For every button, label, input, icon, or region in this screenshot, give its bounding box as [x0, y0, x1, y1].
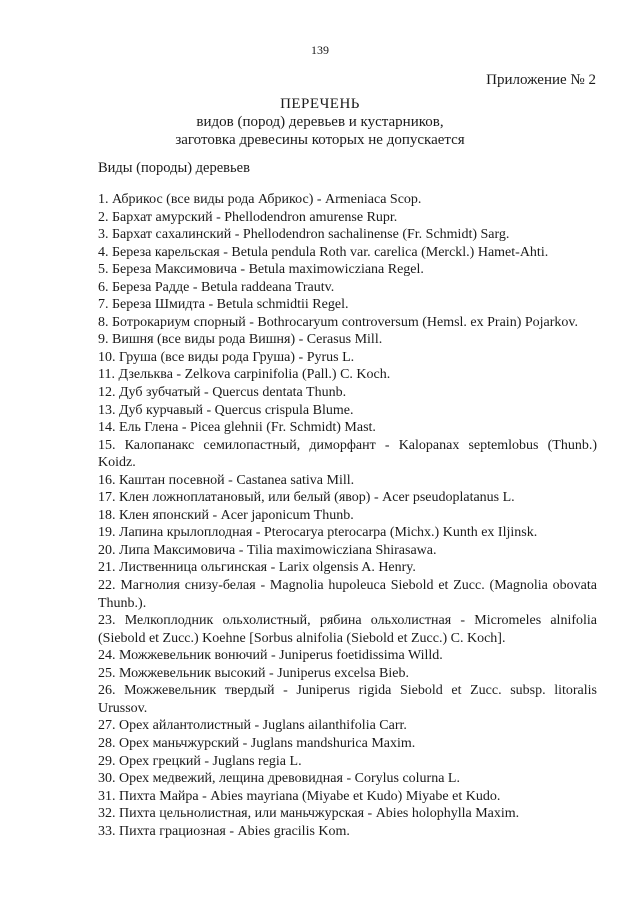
species-list-item: 13. Дуб курчавый - Quercus crispula Blume. — [98, 402, 354, 418]
species-list-item: 16. Каштан посевной - Castanea sativa Mill. — [98, 472, 355, 488]
species-list-item: 28. Орех маньчжурский - Juglans mandshurica Maxim. — [98, 735, 416, 751]
species-list-item: 14. Ель Глена - Picea glehnii (Fr. Schmidt) Mast. — [98, 420, 376, 436]
species-list-item: 21. Лиственница ольгинская - Larix olgensis A. Henry. — [98, 560, 416, 576]
species-list-item: 17. Клен ложноплатановый, или белый (явор) - Acer pseudoplatanus L. — [98, 490, 515, 506]
species-list-item: 23. Мелкоплодник ольхолистный, рябина ольхолистная - Micromeles alnifolia (Siebold et Zucc.) Koehne [Sorbus alnifolia (Siebold et Zucc.) C. Koch]. — [98, 613, 597, 646]
species-list-item: 33. Пихта грациозная - Abies gracilis Kom. — [98, 823, 350, 839]
species-list-item: 8. Ботрокариум спорный - Bothrocaryum controversum (Hemsl. ex Prain) Pojarkov. — [98, 314, 579, 330]
species-list-item: 11. Дзельква - Zelkova carpinifolia (Pall.) C. Koch. — [98, 367, 391, 383]
species-list — [98, 191, 597, 840]
species-list-item: 5. Береза Максимовича - Betula maximowicziana Regel. — [98, 262, 424, 278]
document-subtitle-line-1: видов (пород) деревьев и кустарников, — [196, 114, 444, 130]
page-number: 139 — [311, 43, 329, 57]
species-list-item: 20. Липа Максимовича - Tilia maximowicziana Shirasawa. — [98, 542, 437, 558]
species-list-item: 12. Дуб зубчатый - Quercus dentata Thunb. — [98, 385, 347, 401]
species-list-item: 19. Лапина крылоплодная - Pterocarya pterocarpa (Michx.) Kunth ex Iljinsk. — [98, 525, 538, 541]
species-list-item: 10. Груша (все виды рода Груша) - Pyrus L. — [98, 349, 355, 365]
species-list-item: 15. Калопанакс семилопастный, диморфант - Kalopanax septemlobus (Thunb.) Koidz. — [98, 437, 597, 471]
species-list-item: 32. Пихта цельнолистная, или маньчжурская - Abies holophylla Maxim. — [98, 806, 520, 822]
species-list-item: 18. Клен японский - Acer japonicum Thunb. — [98, 507, 354, 523]
section-heading: Виды (породы) деревьев — [98, 160, 250, 176]
species-list-item: 26. Можжевельник твердый - Juniperus rigida Siebold et Zucc. subsp. litoralis Urussov. — [98, 683, 597, 716]
document-title: ПЕРЕЧЕНЬ — [280, 96, 360, 112]
species-list-item: 7. Береза Шмидта - Betula schmidtii Regel. — [98, 297, 349, 313]
species-list-item: 29. Орех грецкий - Juglans regia L. — [98, 753, 302, 769]
species-list-item: 31. Пихта Майра - Abies mayriana (Miyabe et Kudo) Miyabe et Kudo. — [98, 788, 501, 804]
appendix-label: Приложение № 2 — [486, 72, 596, 88]
species-list-item: 4. Береза карельская - Betula pendula Roth var. carelica (Merckl.) Hamet-Ahti. — [98, 244, 549, 260]
species-list-item: 24. Можжевельник вонючий - Juniperus foetidissima Willd. — [98, 648, 443, 664]
species-list-item: 9. Вишня (все виды рода Вишня) - Cerasus Mill. — [98, 332, 383, 348]
species-list-item: 22. Магнолия снизу-белая - Magnolia hupoleuca Siebold et Zucc. (Magnolia obovata Thunb.). — [98, 578, 597, 611]
species-list-item: 30. Орех медвежий, лещина древовидная - Corylus colurna L. — [98, 771, 460, 787]
document-heading — [0, 95, 640, 149]
species-list-item: 6. Береза Радде - Betula raddeana Trautv. — [98, 279, 335, 295]
species-list-item: 3. Бархат сахалинский - Phellodendron sachalinense (Fr. Schmidt) Sarg. — [98, 227, 510, 243]
species-list-item: 25. Можжевельник высокий - Juniperus excelsa Bieb. — [98, 665, 410, 681]
species-list-item: 2. Бархат амурский - Phellodendron amurense Rupr. — [98, 209, 398, 225]
document-subtitle-line-2: заготовка древесины которых не допускается — [175, 132, 465, 148]
species-list-item: 27. Орех айлантолистный - Juglans ailanthifolia Carr. — [98, 718, 407, 734]
species-list-item: 1. Абрикос (все виды рода Абрикос) - Armeniaca Scop. — [98, 192, 422, 207]
